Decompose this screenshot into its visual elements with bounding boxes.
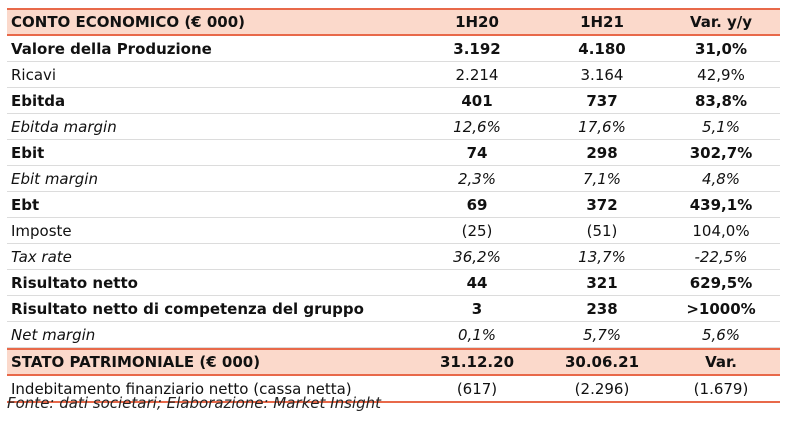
table-row	[7, 36, 780, 62]
income-statement-header	[7, 8, 780, 36]
header2-col-3: Var.	[705, 353, 737, 371]
header-col-1h20: 1H20	[455, 13, 499, 31]
row-label: Ebt	[11, 195, 40, 214]
row-value-3: 104,0%	[692, 221, 750, 240]
table-row	[7, 244, 780, 270]
table-row	[7, 322, 780, 348]
row-value-2: 4.180	[578, 39, 626, 58]
row-value-2: (2.296)	[574, 379, 630, 398]
row-value-2: (51)	[586, 221, 618, 240]
row-label: Risultato netto	[11, 273, 138, 292]
row-value-3: 5,1%	[701, 117, 741, 136]
row-value-1: 3.192	[453, 39, 501, 58]
row-value-3: 83,8%	[694, 91, 748, 110]
header2-col-2: 30.06.21	[564, 353, 640, 371]
row-value-2: 17,6%	[578, 117, 626, 136]
row-label: Imposte	[11, 221, 72, 240]
row-value-2: 5,7%	[582, 325, 622, 344]
row-value-1: (617)	[456, 379, 498, 398]
row-label: Tax rate	[11, 247, 72, 266]
row-value-1: 401	[461, 91, 493, 110]
row-value-1: 74	[466, 143, 488, 162]
header-label: CONTO ECONOMICO (€ 000)	[11, 13, 246, 31]
header2-label: STATO PATRIMONIALE (€ 000)	[11, 353, 261, 371]
row-value-3: 302,7%	[689, 143, 753, 162]
row-value-1: 69	[466, 195, 488, 214]
table-row	[7, 296, 780, 322]
row-label: Valore della Produzione	[11, 39, 212, 58]
table-row	[7, 88, 780, 114]
row-value-3: >1000%	[686, 299, 756, 318]
row-label: Ebitda margin	[11, 117, 117, 136]
table-row	[7, 140, 780, 166]
row-value-1: 0,1%	[457, 325, 497, 344]
row-value-3: 439,1%	[689, 195, 753, 214]
row-value-1: 12,6%	[453, 117, 501, 136]
row-value-2: 7,1%	[582, 169, 622, 188]
table-row	[7, 218, 780, 244]
header-col-1h21: 1H21	[580, 13, 624, 31]
row-value-3: 31,0%	[694, 39, 748, 58]
row-label: Risultato netto di competenza del gruppo	[11, 299, 364, 318]
header-col-var: Var. y/y	[689, 13, 753, 31]
row-value-2: 13,7%	[578, 247, 626, 266]
row-value-1: 3	[471, 299, 483, 318]
row-label: Net margin	[11, 325, 96, 344]
row-value-1: 2,3%	[457, 169, 497, 188]
row-label: Indebitamento finanziario netto (cassa netta)	[11, 379, 352, 398]
row-value-2: 3.164	[580, 65, 624, 84]
row-value-1: 2.214	[455, 65, 499, 84]
financial-table	[7, 8, 780, 403]
row-value-3: -22,5%	[694, 247, 748, 266]
row-value-1: 44	[466, 273, 488, 292]
source-note: Fonte: dati societari; Elaborazione: Market Insight	[7, 394, 381, 412]
row-value-1: 36,2%	[453, 247, 501, 266]
row-label: Ebit	[11, 143, 45, 162]
row-value-3: 629,5%	[689, 273, 753, 292]
table-row	[7, 192, 780, 218]
row-value-3: 42,9%	[697, 65, 745, 84]
row-value-3: 5,6%	[701, 325, 741, 344]
row-value-2: 737	[586, 91, 618, 110]
row-label: Ebitda	[11, 91, 66, 110]
row-value-2: 321	[586, 273, 618, 292]
row-value-1: (25)	[461, 221, 493, 240]
balance-sheet-header	[7, 348, 780, 376]
row-value-3: 4,8%	[701, 169, 741, 188]
row-value-2: 298	[586, 143, 618, 162]
table-row	[7, 114, 780, 140]
table-row	[7, 270, 780, 296]
row-label: Ebit margin	[11, 169, 98, 188]
row-value-2: 238	[586, 299, 618, 318]
header2-col-1: 31.12.20	[439, 353, 515, 371]
row-value-3: (1.679)	[693, 379, 749, 398]
row-label: Ricavi	[11, 65, 57, 84]
row-value-2: 372	[586, 195, 618, 214]
table-row	[7, 166, 780, 192]
table-row	[7, 62, 780, 88]
